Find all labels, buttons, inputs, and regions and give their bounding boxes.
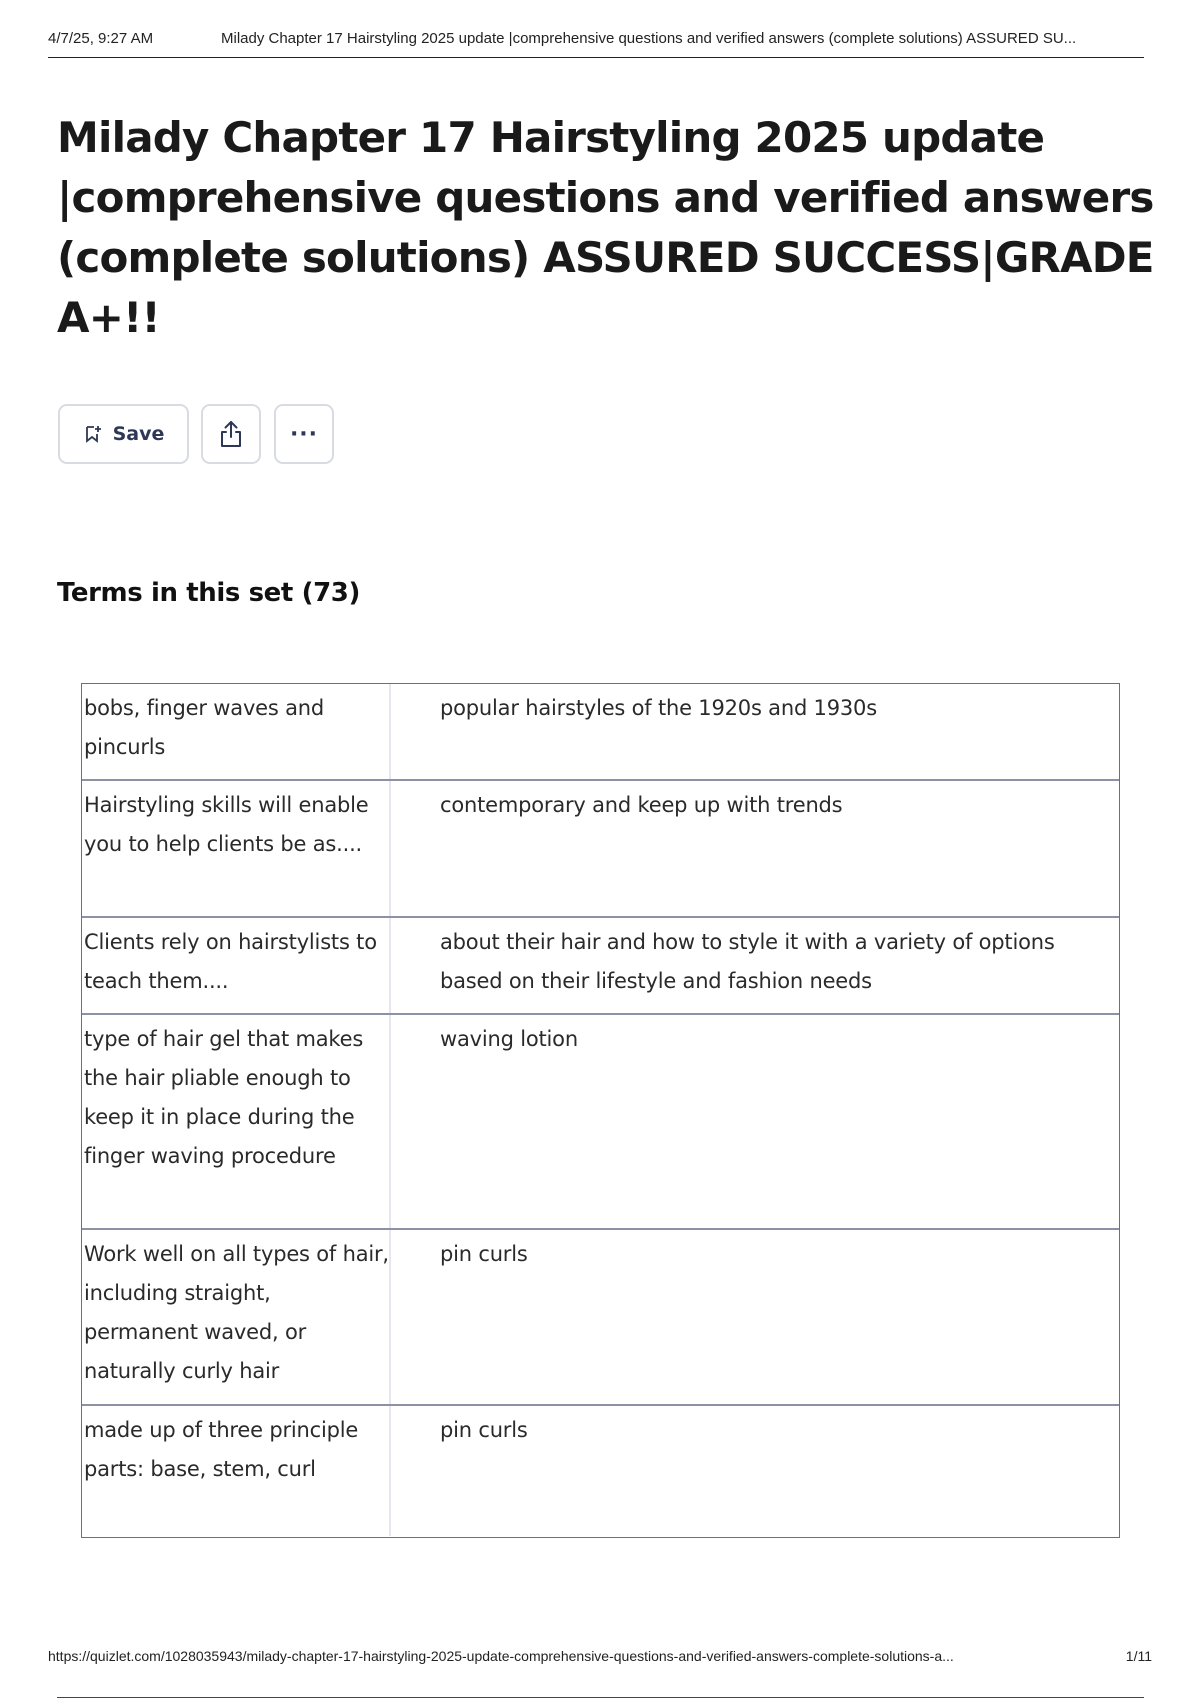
term-text: made up of three principle parts: base, stem, curl — [82, 1406, 391, 1536]
term-row — [82, 684, 1119, 779]
page-title: Milady Chapter 17 Hairstyling 2025 update |comprehensive questions and verified answers (complete solutions) ASSURED SUCCESS|GRADE A+!! — [57, 113, 1154, 342]
save-label: Save — [112, 423, 165, 445]
more-options-button[interactable] — [274, 404, 334, 464]
source-url: https://quizlet.com/1028035943/milady-chapter-17-hairstyling-2025-update-comprehensive-questions-and-verified-answers-complete-solutions-a... — [48, 1648, 954, 1664]
term-text: Clients rely on hairstylists to teach them.... — [82, 918, 391, 1013]
share-icon — [217, 419, 245, 449]
definition-text: pin curls — [440, 1242, 528, 1266]
term-text: Hairstyling skills will enable you to help clients be as.... — [82, 781, 391, 916]
definition-text: pin curls — [440, 1418, 528, 1442]
more-horizontal-icon: ··· — [289, 421, 319, 447]
save-button[interactable] — [58, 404, 189, 464]
definition-text: contemporary and keep up with trends — [440, 793, 843, 817]
print-header-title: Milady Chapter 17 Hairstyling 2025 update |comprehensive questions and verified answers (complete solutions) ASSURED SU... — [221, 30, 1077, 47]
term-row — [82, 1228, 1119, 1404]
term-row — [82, 1404, 1119, 1536]
footer-divider — [57, 1697, 1144, 1698]
print-date: 4/7/25, 9:27 AM — [48, 30, 154, 47]
print-header — [48, 28, 1144, 58]
term-row — [82, 779, 1119, 916]
term-text: bobs, finger waves and pincurls — [82, 684, 391, 779]
terms-table — [81, 683, 1120, 1538]
share-button[interactable] — [201, 404, 261, 464]
page-number: 1/11 — [1125, 1648, 1152, 1664]
term-text: Work well on all types of hair, including straight, permanent waved, or naturally curly hair — [82, 1230, 391, 1404]
definition-text: popular hairstyles of the 1920s and 1930s — [440, 696, 877, 720]
term-row — [82, 916, 1119, 1013]
term-text: type of hair gel that makes the hair pliable enough to keep it in place during the finger waving procedure — [82, 1015, 391, 1228]
term-row — [82, 1013, 1119, 1228]
bookmark-plus-icon — [83, 424, 103, 444]
definition-text: waving lotion — [440, 1027, 578, 1051]
definition-text: about their hair and how to style it with a variety of options based on their lifestyle and fashion needs — [440, 930, 1055, 993]
terms-heading: Terms in this set (73) — [57, 578, 360, 608]
